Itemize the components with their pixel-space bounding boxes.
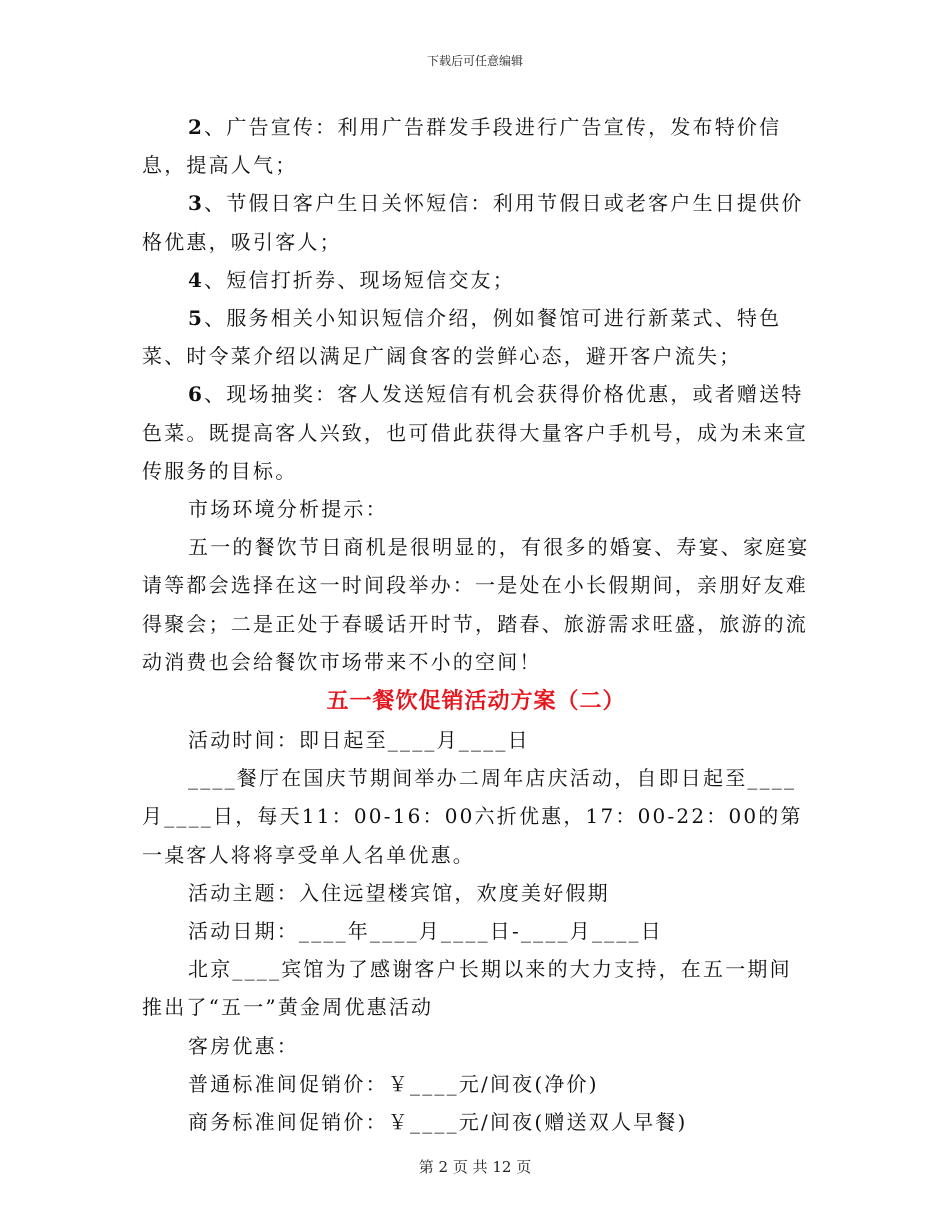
item-text: 、短信打折券、现场短信交友； bbox=[204, 267, 515, 292]
document-body bbox=[142, 108, 810, 1141]
activity-date: 活动日期：____年____月____日-____月____日 bbox=[188, 919, 663, 944]
business-room-price: 商务标准间促销价：￥____元/间夜(赠送双人早餐) bbox=[188, 1110, 688, 1135]
list-item-5 bbox=[142, 299, 810, 375]
activity-description: ____餐厅在国庆节期间举办二周年店庆活动，自即日起至____月____日，每天11：00-16：00六折优惠，17：00-22：00的第一桌客人将将享受单人名单优惠。 bbox=[142, 766, 803, 867]
list-item-3 bbox=[142, 184, 810, 260]
activity-time: 活动时间：即日起至____月____日 bbox=[188, 728, 530, 753]
page-header: 下载后可任意编辑 bbox=[426, 54, 523, 68]
market-paragraph: 五一的餐饮节日商机是很明显的，有很多的婚宴、寿宴、家庭宴请等都会选择在这一时间段举办：一是处在小长假期间，亲朋好友难得聚会；二是正处于春暖话开时节，踏春、旅游需求旺盛，旅游的流动消费也会给餐饮市场带来不小的空间！ bbox=[142, 535, 810, 674]
page-footer: 第 2 页 共 12 页 bbox=[418, 1158, 532, 1176]
item-number: 4 bbox=[188, 267, 205, 292]
item-number: 6 bbox=[188, 382, 205, 407]
activity-theme: 活动主题：入住远望楼宾馆，欢度美好假期 bbox=[188, 880, 610, 905]
item-text: 、广告宣传：利用广告群发手段进行广告宣传，发布特价信息，提高人气； bbox=[142, 115, 782, 178]
market-label: 市场环境分析提示： bbox=[188, 497, 388, 522]
item-text: 、现场抽奖：客人发送短信有机会获得价格优惠，或者赠送特色菜。既提高客人兴致，也可借此获得大量客户手机号，成为未来宣传服务的目标。 bbox=[142, 382, 808, 483]
item-number: 3 bbox=[188, 191, 205, 216]
item-number: 2 bbox=[188, 115, 205, 139]
standard-room-price: 普通标准间促销价：￥____元/间夜(净价) bbox=[188, 1071, 599, 1096]
item-text: 、节假日客户生日关怀短信：利用节假日或老客户生日提供价格优惠，吸引客人； bbox=[142, 191, 804, 254]
section-heading: 五一餐饮促销活动方案（二） bbox=[326, 688, 626, 715]
room-offer-label: 客房优惠： bbox=[188, 1033, 299, 1058]
item-number: 5 bbox=[188, 306, 205, 331]
list-item-6 bbox=[142, 375, 810, 490]
hotel-intro: 北京____宾馆为了感谢客户长期以来的大力支持，在五一期间推出了“五一”黄金周优惠活动 bbox=[142, 957, 792, 1020]
list-item-4 bbox=[142, 261, 810, 299]
list-item-2 bbox=[142, 108, 810, 184]
item-text: 、服务相关小知识短信介绍，例如餐馆可进行新菜式、特色菜、时令菜介绍以满足广阔食客的尝鲜心态，避开客户流失； bbox=[142, 306, 782, 369]
